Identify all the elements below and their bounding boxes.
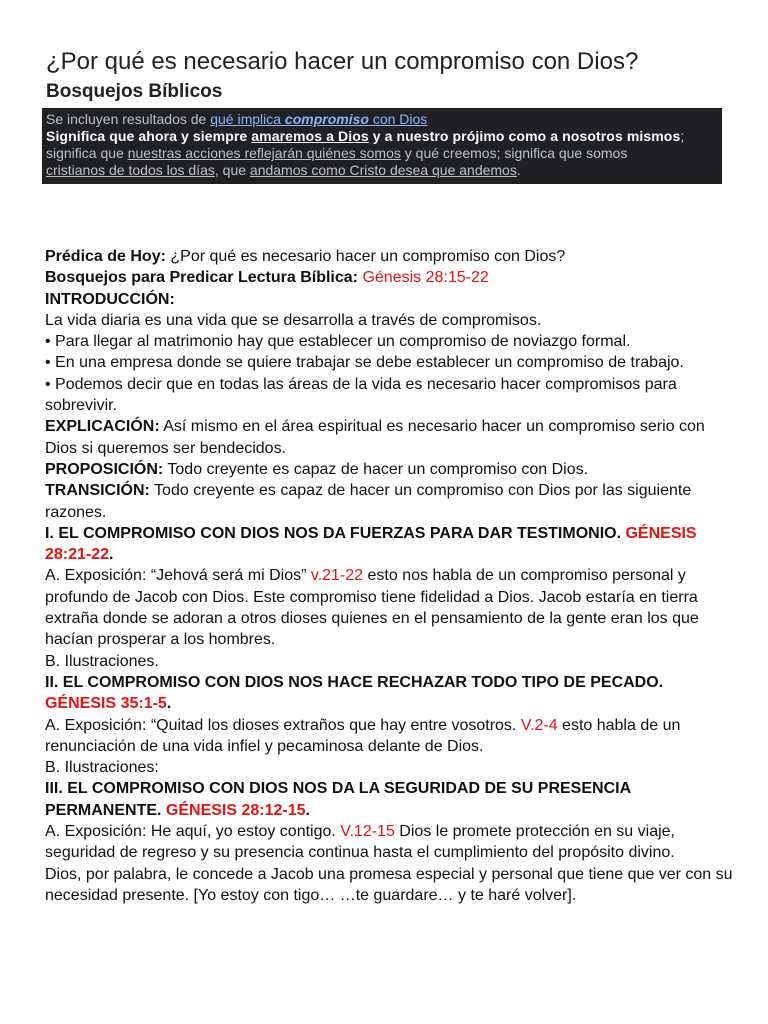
snippet-line-1 bbox=[46, 111, 722, 128]
section-3-paragraph: Dios, por palabra, le concede a Jacob una promesa especial y personal que tiene que ver con su necesidad presente. [Yo estoy con tigo… …te guardare… y te haré volver]. bbox=[45, 865, 733, 904]
sermon-body bbox=[45, 246, 735, 906]
section-1-exposition bbox=[45, 565, 735, 650]
intro-bullet: • Para llegar al matrimonio hay que establecer un compromiso de noviazgo formal. bbox=[45, 333, 631, 351]
bible-reference: GÉNESIS 28:12-15 bbox=[165, 801, 306, 819]
explicacion-label: EXPLICACIÓN: bbox=[45, 418, 160, 436]
predica-label: Prédica de Hoy: bbox=[45, 248, 166, 265]
snippet-link-part-a: qué implica bbox=[210, 111, 285, 127]
snippet-underlined: andamos como Cristo desea que andemos bbox=[249, 162, 517, 178]
heading-period: . bbox=[109, 546, 114, 564]
heading-period: . bbox=[305, 801, 310, 819]
bosquejos-line bbox=[45, 267, 735, 288]
intro-bullet: • En una empresa donde se quiere trabajar se debe establecer un compromiso de trabajo. bbox=[45, 354, 684, 372]
snippet-underlined: cristianos de todos los días bbox=[46, 162, 215, 178]
proposicion-text: Todo creyente es capaz de hacer un compromiso con Dios. bbox=[163, 460, 589, 478]
bible-reference: Génesis 28:15-22 bbox=[358, 269, 489, 287]
proposicion-label: PROPOSICIÓN: bbox=[45, 460, 164, 478]
snippet-link-part-c: con Dios bbox=[368, 111, 428, 127]
predica-text: ¿Por qué es necesario hacer un compromiso con Dios? bbox=[165, 248, 566, 265]
section-3-exposition bbox=[45, 821, 735, 864]
snippet-query-link[interactable] bbox=[210, 111, 427, 127]
snippet-text: significa que bbox=[46, 145, 128, 161]
snippet-line-4 bbox=[46, 162, 722, 179]
snippet-underlined: amaremos a Dios bbox=[251, 128, 369, 144]
exposition-text: Dios le promete protección en su viaje, seguridad de regreso y su presencia continua hasta el cumplimiento del propósito divino. bbox=[45, 823, 675, 862]
explicacion-paragraph bbox=[45, 416, 735, 459]
bible-reference: GÉNESIS 28:21-22 bbox=[45, 524, 697, 564]
snippet-prefix: Se incluyen resultados de bbox=[46, 111, 211, 127]
section-3-heading bbox=[45, 778, 735, 821]
section-heading-text: III. EL COMPROMISO CON DIOS NOS DA LA SEGURIDAD DE SU PRESENCIA PERMANENTE. bbox=[45, 780, 631, 819]
section-2-illustrations: B. Ilustraciones: bbox=[45, 759, 159, 777]
snippet-text: y qué creemos; significa que somos bbox=[400, 145, 628, 161]
transicion-text: Todo creyente es capaz de hacer un compromiso con Dios por las siguiente razones. bbox=[45, 482, 692, 521]
search-snippet bbox=[42, 108, 722, 184]
bible-reference: GÉNESIS 35:1-5 bbox=[45, 695, 167, 713]
exposition-text: esto habla de un renunciación de una vida infiel y pecaminosa delante de Dios. bbox=[45, 716, 681, 755]
intro-heading: INTRODUCCIÓN: bbox=[45, 290, 175, 308]
snippet-line-3 bbox=[46, 145, 722, 162]
snippet-line-2 bbox=[46, 128, 722, 145]
intro-bullet: • Podemos decir que en todas las áreas de la vida es necesario hacer compromisos para sobrevivir. bbox=[45, 375, 677, 415]
section-2-heading bbox=[45, 672, 735, 715]
proposicion-paragraph bbox=[45, 459, 735, 480]
snippet-text: Significa que ahora y siempre bbox=[46, 128, 252, 144]
section-2-exposition bbox=[45, 715, 735, 758]
verse-reference: v.21-22 bbox=[310, 567, 364, 585]
section-1-heading bbox=[45, 523, 735, 566]
bosquejos-label: Bosquejos para Predicar Lectura Bíblica: bbox=[45, 269, 358, 287]
snippet-text: , que bbox=[214, 162, 250, 178]
verse-reference: V.2-4 bbox=[520, 716, 558, 734]
section-heading-text: I. EL COMPROMISO CON DIOS NOS DA FUERZAS PARA DAR TESTIMONIO. bbox=[45, 524, 626, 542]
snippet-underlined: nuestras acciones reflejarán quiénes somos bbox=[127, 145, 401, 161]
transicion-paragraph bbox=[45, 480, 735, 523]
intro-paragraph: La vida diaria es una vida que se desarrolla a través de compromisos. bbox=[45, 311, 542, 329]
exposition-text: A. Exposición: He aquí, yo estoy contigo. bbox=[45, 823, 341, 841]
section-heading-text: II. EL COMPROMISO CON DIOS NOS HACE RECHAZAR TODO TIPO DE PECADO. bbox=[45, 673, 664, 691]
predica-line bbox=[45, 246, 735, 267]
snippet-text: y a nuestro prójimo como a nosotros mismos bbox=[368, 128, 681, 144]
heading-period: . bbox=[166, 695, 172, 713]
transicion-label: TRANSICIÓN: bbox=[45, 482, 150, 500]
page-subtitle: Bosquejos Bíblicos bbox=[46, 81, 223, 102]
verse-reference: V.12-15 bbox=[340, 823, 395, 841]
snippet-link-emphasis: compromiso bbox=[284, 111, 369, 127]
section-1-illustrations: B. Ilustraciones. bbox=[45, 652, 159, 670]
snippet-text: ; bbox=[680, 128, 685, 144]
snippet-text: . bbox=[516, 162, 521, 178]
explicacion-text: Así mismo en el área espiritual es necesario hacer un compromiso serio con Dios si queremos ser bendecidos. bbox=[45, 418, 705, 457]
exposition-text: A. Exposición: “Jehová será mi Dios” bbox=[45, 567, 311, 585]
exposition-text: esto nos habla de un compromiso personal y profundo de Jacob con Dios. Este compromiso tiene fidelidad a Dios. Jacob estaría en tierra extraña donde se adoran a otros dioses quienes en el pensamiento de la gente eran los que hacían prosperar a los hombres. bbox=[45, 567, 699, 649]
page-title: ¿Por qué es necesario hacer un compromiso con Dios? bbox=[46, 48, 639, 75]
exposition-text: A. Exposición: “Quitad los dioses extraños que hay entre vosotros. bbox=[45, 716, 521, 734]
